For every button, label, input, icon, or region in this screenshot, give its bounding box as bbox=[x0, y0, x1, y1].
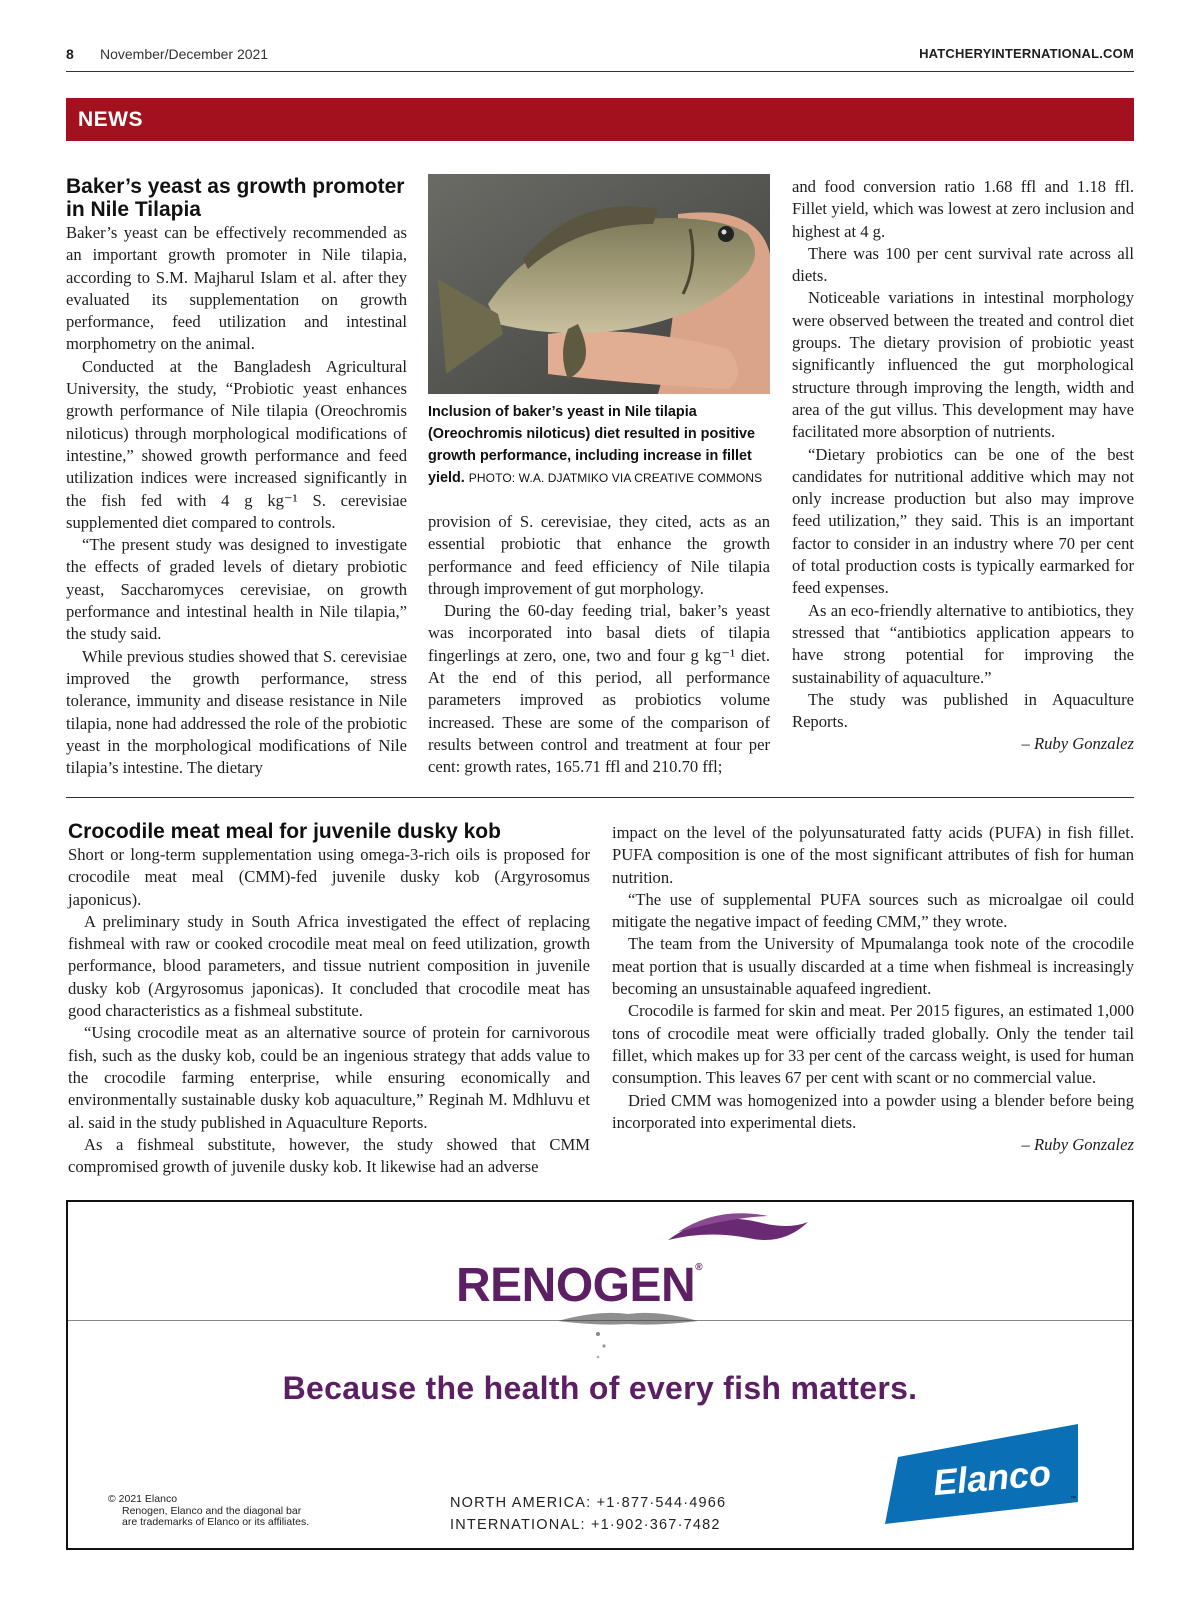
article1-paragraph: During the 60-day feeding trial, baker’s yeast was incorporated into basal diets of tilapia fingerlings at zero, one, two and four g kg⁻¹ diet. At the end of this period, all performance parameters improved as probiotics volume increased. These are some of the comparison of results between control and treatment at four per cent: growth rates, 165.71 ffl and 210.70 ffl; bbox=[428, 601, 770, 777]
article1-paragraph: Noticeable variations in intestinal morphology were observed between the treated and control diet groups. The dietary provision of probiotic yeast significantly influenced the gut morphological structure through improving the length, width and area of the gut villus. This development may have facilitated more absorption of nutrients. bbox=[792, 288, 1134, 442]
renogen-advertisement[interactable] bbox=[66, 1200, 1134, 1550]
trademark-line: Renogen, Elanco and the diagonal bar bbox=[122, 1504, 302, 1517]
article1-column-3 bbox=[792, 176, 1134, 756]
tilapia-photo bbox=[428, 174, 770, 394]
article1-paragraph: “The present study was designed to investigate the effects of graded levels of dietary probiotic yeast, Saccharomyces cerevisiae, on growth performance and intestinal health in Nile tilapia,” the study said. bbox=[66, 535, 407, 644]
article2-column-2 bbox=[612, 822, 1134, 1156]
article2-paragraph: The team from the University of Mpumalanga took note of the crocodile meat portion that is usually discarded at a time when fishmeal is increasingly becoming an unsustainable aquafeed ingredient. bbox=[612, 934, 1134, 999]
section-title: NEWS bbox=[78, 108, 143, 131]
article1-paragraph: The study was published in Aquaculture Reports. bbox=[792, 689, 1134, 732]
article-divider bbox=[66, 797, 1134, 798]
article2-paragraph: Short or long-term supplementation using omega-3-rich oils is proposed for crocodile meat meal (CMM)-fed juvenile dusky kob (Argyrosomus japonicus). bbox=[68, 845, 590, 909]
article1-column-2 bbox=[428, 511, 770, 779]
trademark-line: are trademarks of Elanco or its affiliates. bbox=[122, 1516, 310, 1528]
page-number: 8 bbox=[66, 46, 74, 62]
photo-credit: PHOTO: W.A. DJATMIKO VIA CREATIVE COMMONS bbox=[468, 471, 763, 485]
photo-caption bbox=[428, 401, 768, 489]
article2-paragraph: Crocodile is farmed for skin and meat. Per 2015 figures, an estimated 1,000 tons of crocodile meat were officially traded globally. Only the tender tail fillet, which makes up for 33 per cent of the carcass weight, is used for human consumption. This leaves 67 per cent with scant or no commercial value. bbox=[612, 1001, 1134, 1088]
elanco-logo bbox=[68, 1202, 1132, 1548]
article2-paragraph: As a fishmeal substitute, however, the study showed that CMM compromised growth of juvenile dusky kob. It likewise had an adverse bbox=[68, 1134, 590, 1177]
article1-paragraph: As an eco-friendly alternative to antibiotics, they stressed that “antibiotics application appears to have strong potential for improving the sustainability of aquaculture.” bbox=[792, 600, 1134, 687]
phone-international[interactable]: INTERNATIONAL: +1·902·367·7482 bbox=[450, 1517, 721, 1533]
ad-tagline: Because the health of every fish matters. bbox=[282, 1370, 918, 1406]
site-url[interactable]: HATCHERYINTERNATIONAL.COM bbox=[919, 46, 1134, 61]
article1-column-1 bbox=[66, 175, 407, 779]
article1-paragraph: provision of S. cerevisiae, they cited, acts as an essential probiotic that enhance the growth performance and feed efficiency of Nile tilapia through improvement of gut morphology. bbox=[428, 512, 770, 598]
phone-north-america[interactable]: NORTH AMERICA: +1·877·544·4966 bbox=[450, 1495, 727, 1511]
registered-mark: ® bbox=[695, 1262, 703, 1273]
trademark-symbol: ™ bbox=[1070, 1496, 1076, 1502]
article2-paragraph: impact on the level of the polyunsaturated fatty acids (PUFA) in fish fillet. PUFA composition is one of the most significant attributes of fish for human nutrition. bbox=[612, 823, 1134, 887]
article2-column-1 bbox=[68, 820, 590, 1178]
copyright-line: © 2021 Elanco bbox=[108, 1493, 178, 1505]
article1-paragraph: Conducted at the Bangladesh Agricultural University, the study, “Probiotic yeast enhances growth performance of Nile tilapia (Oreochromis niloticus) through morphological modifications of intestine,” showed growth performance and feed utilization indices were increased significantly in the fish fed with 4 g kg⁻¹ S. cerevisiae supplemented diet compared to controls. bbox=[66, 356, 407, 532]
article1-paragraph: There was 100 per cent survival rate across all diets. bbox=[792, 243, 1134, 286]
article1-paragraph: “Dietary probiotics can be one of the best candidates for nutritional additive which may not only increase production but also may improve feed utilization,” they said. This is an important factor to consider in an industry where 70 per cent of total production costs is typically earmarked for feed expenses. bbox=[792, 444, 1134, 598]
article1-headline: Baker’s yeast as growth promoter in Nile Tilapia bbox=[66, 175, 405, 221]
article2-paragraph: “Using crocodile meat as an alternative source of protein for carnivorous fish, such as the dusky kob, could be an ingenious strategy that adds value to the crocodile farming enterprise, while ensuring economically and environmentally sustainable dusky kob aquaculture,” Reginah M. Mdhluvu et al. said in the study published in Aquaculture Reports. bbox=[68, 1023, 590, 1132]
caption-text: Inclusion of baker’s yeast in Nile tilapia (Oreochromis niloticus) diet resulted in positive growth performance, including increase in fillet yield. bbox=[428, 404, 756, 486]
brand-name: RENOGEN bbox=[456, 1259, 696, 1312]
article2-paragraph: “The use of supplemental PUFA sources such as microalgae oil could mitigate the negative impact of feeding CMM,” they wrote. bbox=[612, 889, 1134, 932]
article2-paragraph: Dried CMM was homogenized into a powder using a blender before being incorporated into experimental diets. bbox=[612, 1090, 1134, 1132]
article1-paragraph: and food conversion ratio 1.68 ffl and 1.18 ffl. Fillet yield, which was lowest at zero inclusion and highest at 4 g. bbox=[792, 177, 1134, 241]
issue-date: November/December 2021 bbox=[100, 46, 269, 62]
article2-byline: – Ruby Gonzalez bbox=[1021, 1135, 1134, 1155]
article1-paragraph: Baker’s yeast can be effectively recommended as an important growth promoter in Nile tilapia, according to S.M. Majharul Islam et al. after they evaluated its supplementation on growth performance, feed utilization and intestinal morphometry on the animal. bbox=[66, 223, 407, 354]
article1-paragraph: While previous studies showed that S. cerevisiae improved the growth performance, stress tolerance, immunity and disease resistance in Nile tilapia, none had addressed the role of the probiotic yeast in the morphological modifications of Nile tilapia’s intestine. The dietary bbox=[66, 646, 407, 778]
article1-byline: – Ruby Gonzalez bbox=[1021, 734, 1134, 754]
article2-headline: Crocodile meat meal for juvenile dusky kob bbox=[68, 820, 501, 843]
section-banner bbox=[66, 98, 1134, 141]
elanco-wordmark: Elanco bbox=[931, 1451, 1053, 1504]
article2-paragraph: A preliminary study in South Africa investigated the effect of replacing fishmeal with raw or cooked crocodile meat meal on feed utilization, growth performance, blood parameters, and tissue nutrient composition in juvenile dusky kob (Argyrosomus japonicas). It concluded that crocodile meat has good characteristics as a fishmeal substitute. bbox=[68, 911, 590, 1021]
fish-in-hand-image bbox=[428, 174, 770, 394]
page-header bbox=[66, 44, 1134, 72]
